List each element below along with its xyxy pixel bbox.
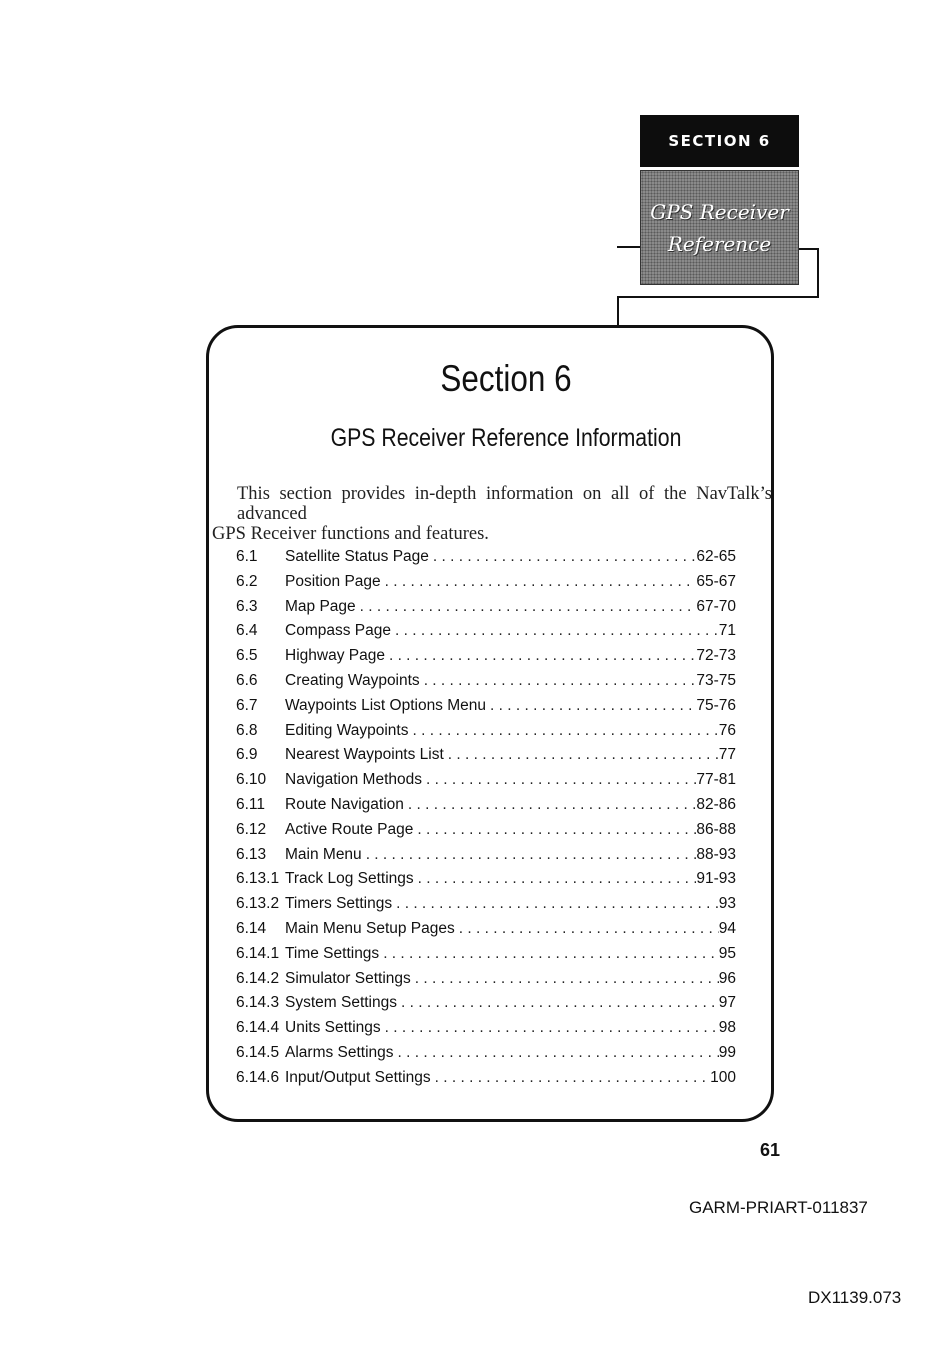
toc-label: Satellite Status Page	[285, 548, 429, 565]
intro-paragraph	[212, 484, 772, 544]
toc-page: 67-70	[696, 597, 736, 615]
section-tab-title-line2: Reference	[667, 231, 772, 256]
toc-number: 6.14.3	[236, 994, 280, 1012]
toc-entry	[236, 821, 736, 846]
toc-leader	[415, 970, 719, 988]
toc-number: 6.9	[236, 746, 258, 764]
toc-label: Navigation Methods	[285, 771, 422, 789]
toc-label: Units Settings	[285, 1019, 381, 1037]
toc-number: 6.14.4	[236, 1019, 280, 1037]
toc-number: 6.2	[236, 572, 258, 590]
toc-label: Creating Waypoints	[285, 671, 420, 689]
toc-entry	[236, 895, 736, 920]
section-tab-label: SECTION 6	[668, 132, 771, 150]
page-number: 61	[760, 1140, 781, 1160]
toc-label: Time Settings	[285, 944, 380, 962]
toc-entry	[236, 722, 736, 747]
toc-leader	[435, 1069, 711, 1087]
toc-leader	[389, 647, 696, 665]
toc-page: 72-73	[696, 647, 736, 665]
toc-leader	[366, 846, 697, 864]
toc-page: 71	[718, 622, 736, 640]
toc-leader	[426, 771, 696, 789]
toc-entry	[236, 771, 736, 796]
toc-label: Editing Waypoints	[285, 721, 409, 739]
toc-label: Main Menu	[285, 845, 362, 863]
intro-line-1: This section provides in-depth information on all of the NavTalk’s advanced	[237, 484, 772, 524]
toc-page: 99	[718, 1043, 736, 1061]
toc-label: Simulator Settings	[285, 969, 411, 987]
toc-number: 6.13	[236, 845, 267, 863]
toc-leader	[424, 672, 697, 690]
toc-leader	[360, 598, 697, 616]
toc-page: 65-67	[696, 572, 736, 590]
toc-page: 82-86	[696, 795, 736, 813]
toc-number: 6.4	[236, 622, 258, 640]
toc-label: Main Menu Setup Pages	[285, 919, 455, 937]
toc-leader	[383, 945, 719, 963]
toc-page: 95	[718, 944, 736, 962]
toc-number: 6.14.6	[236, 1068, 280, 1086]
toc-label: Route Navigation	[285, 795, 404, 813]
toc-page: 97	[718, 994, 736, 1012]
toc-entry	[236, 796, 736, 821]
connector-right-stub	[799, 248, 819, 250]
toc-leader	[395, 622, 719, 640]
toc-entry	[236, 870, 736, 895]
toc-entry	[236, 697, 736, 722]
toc-entry	[236, 746, 736, 771]
toc-page: 96	[718, 969, 736, 987]
toc-number: 6.14	[236, 919, 267, 937]
toc-label: Map Page	[285, 597, 356, 615]
toc-entry	[236, 1019, 736, 1044]
toc-number: 6.14.5	[236, 1043, 280, 1061]
toc-number: 6.8	[236, 721, 258, 739]
toc-leader	[401, 994, 719, 1012]
toc-entry	[236, 548, 736, 573]
toc-entry	[236, 994, 736, 1019]
toc-label: System Settings	[285, 994, 397, 1012]
toc-page: 76	[718, 721, 736, 739]
toc-entry	[236, 622, 736, 647]
toc-number: 6.13.2	[236, 895, 280, 913]
toc-number: 6.10	[236, 771, 267, 789]
toc-page: 86-88	[696, 820, 736, 838]
toc-number: 6.13.1	[236, 870, 280, 888]
toc-page: 62-65	[696, 548, 736, 565]
toc-label: Active Route Page	[285, 820, 414, 838]
toc-label: Timers Settings	[285, 895, 393, 913]
toc-entry	[236, 1044, 736, 1069]
toc-leader	[396, 895, 719, 913]
toc-label: Waypoints List Options Menu	[285, 696, 487, 714]
section-tab-header	[640, 115, 799, 167]
toc-page: 75-76	[696, 696, 736, 714]
toc-label: Position Page	[285, 572, 381, 590]
section-title: Section 6	[440, 358, 572, 399]
bates-number-1: GARM-PRIART-011837	[689, 1198, 868, 1217]
toc-entry	[236, 598, 736, 623]
toc-number: 6.6	[236, 671, 258, 689]
toc-leader	[417, 821, 696, 839]
toc-number: 6.12	[236, 820, 267, 838]
toc-page: 93	[718, 895, 736, 913]
toc-page: 91-93	[696, 870, 736, 888]
toc-number: 6.5	[236, 647, 258, 665]
bates-number-2: DX1139.073	[808, 1288, 902, 1307]
toc-entry	[236, 846, 736, 871]
toc-leader	[398, 1044, 719, 1062]
toc-leader	[413, 722, 719, 740]
toc-leader	[418, 870, 697, 888]
toc-page: 100	[710, 1068, 736, 1086]
toc-leader	[448, 746, 719, 764]
toc-label: Alarms Settings	[285, 1043, 394, 1061]
toc-leader	[385, 1019, 719, 1037]
toc-label: Track Log Settings	[285, 870, 414, 888]
toc-number: 6.1	[236, 548, 258, 565]
toc-entry	[236, 573, 736, 598]
toc-number: 6.7	[236, 696, 258, 714]
toc-label: Nearest Waypoints List	[285, 746, 444, 764]
toc-number: 6.14.1	[236, 944, 280, 962]
toc-number: 6.11	[236, 795, 266, 813]
intro-line-2: GPS Receiver functions and features.	[212, 524, 489, 544]
section-tab-title-box	[640, 170, 799, 285]
connector-right-drop	[817, 248, 819, 297]
toc-label: Input/Output Settings	[285, 1068, 431, 1086]
toc-page: 77	[718, 746, 736, 764]
toc-entry	[236, 672, 736, 697]
connector-left-stub	[617, 246, 640, 248]
toc-entry	[236, 1069, 736, 1094]
toc-page: 88-93	[696, 845, 736, 863]
toc-page: 94	[718, 919, 736, 937]
toc-number: 6.3	[236, 597, 258, 615]
section-subtitle: GPS Receiver Reference Information	[330, 424, 682, 452]
connector-down	[617, 296, 619, 326]
table-of-contents	[236, 548, 736, 1094]
toc-leader	[385, 573, 697, 591]
toc-leader	[459, 920, 719, 938]
toc-page: 73-75	[696, 671, 736, 689]
toc-number: 6.14.2	[236, 969, 280, 987]
toc-page: 77-81	[696, 771, 736, 789]
toc-label: Highway Page	[285, 647, 385, 665]
toc-leader	[433, 548, 696, 566]
toc-page: 98	[718, 1019, 736, 1037]
section-tab-title-line1: GPS Receiver	[650, 199, 789, 224]
toc-leader	[490, 697, 696, 715]
toc-entry	[236, 970, 736, 995]
toc-label: Compass Page	[285, 622, 391, 640]
toc-entry	[236, 647, 736, 672]
connector-bottom	[617, 296, 819, 298]
toc-leader	[408, 796, 696, 814]
toc-entry	[236, 920, 736, 945]
toc-entry	[236, 945, 736, 970]
